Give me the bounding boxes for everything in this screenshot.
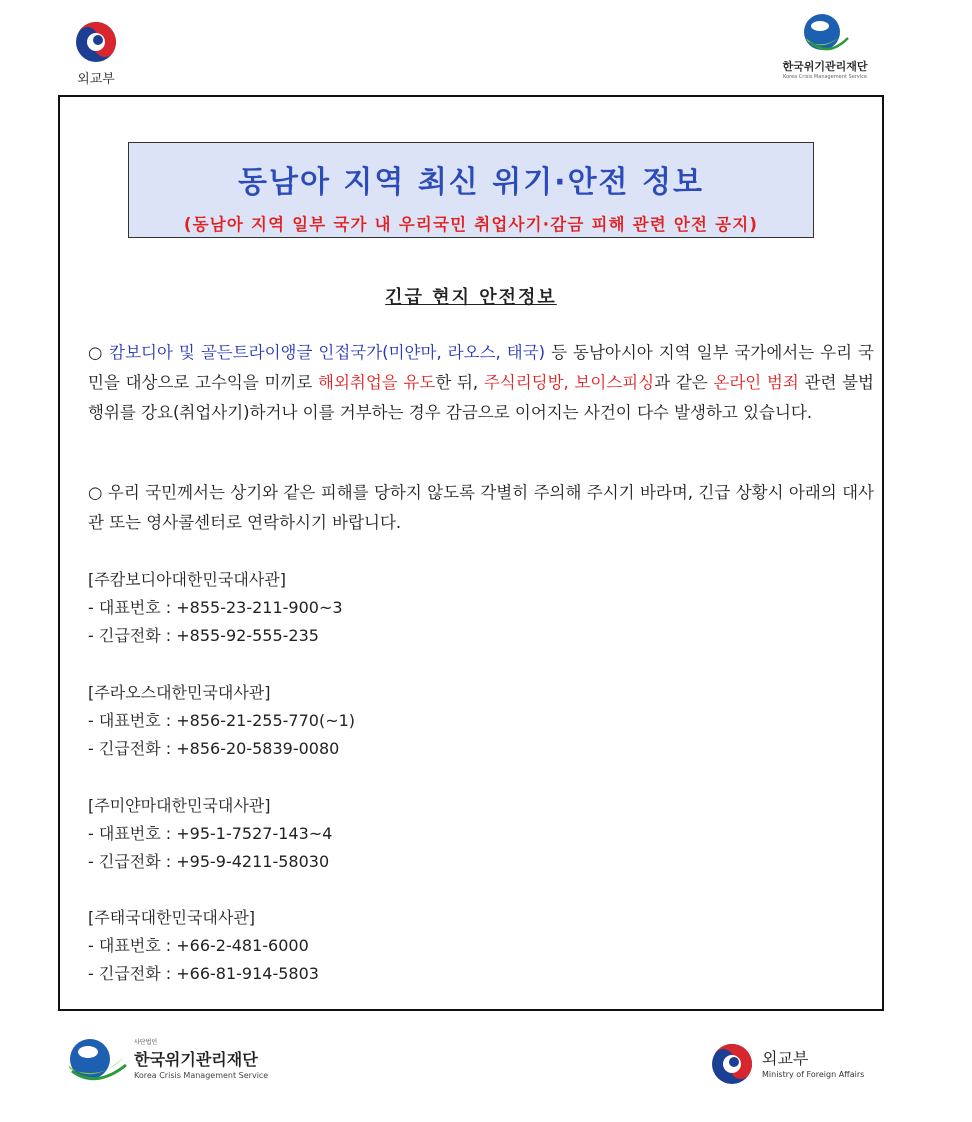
embassy-block — [88, 679, 355, 763]
paragraph-1 — [88, 338, 874, 428]
taegeuk-emblem-icon — [74, 20, 118, 64]
text-segment: 과 같은 — [654, 373, 714, 392]
kcms-emblem-icon — [800, 12, 850, 56]
highlight-scam-types: 주식리딩방, 보이스피싱 — [483, 373, 655, 392]
kcms-logo-top — [775, 12, 875, 80]
bullet: ○ — [88, 343, 110, 362]
kcms-english-name: Korea Crisis Management Service — [134, 1071, 269, 1080]
taegeuk-emblem-icon — [710, 1042, 754, 1086]
embassy-emergency-number: - 긴급전화 : +855-92-555-235 — [88, 626, 319, 645]
kcms-name: 한국위기관리재단 — [134, 1050, 258, 1069]
highlight-job-lure: 해외취업을 유도 — [318, 373, 436, 392]
embassy-emergency-number: - 긴급전화 : +66-81-914-5803 — [88, 964, 319, 983]
mofa-name: 외교부 — [762, 1049, 809, 1068]
kcms-emblem-icon — [62, 1037, 128, 1087]
embassy-main-number: - 대표번호 : +856-21-255-770(~1) — [88, 711, 356, 730]
text-segment: 한 뒤, — [435, 373, 484, 392]
embassy-name: [주라오스대한민국대사관] — [88, 683, 271, 702]
title-box — [128, 142, 814, 238]
kcms-logo-label: 한국위기관리재단 — [782, 60, 868, 73]
embassy-name: [주미얀마대한민국대사관] — [88, 796, 271, 815]
embassy-emergency-number: - 긴급전화 : +95-9-4211-58030 — [88, 852, 330, 871]
page-title: 동남아 지역 최신 위기·안전 정보 — [238, 165, 704, 200]
notice-frame — [58, 95, 884, 1011]
mofa-english-name: Ministry of Foreign Affairs — [762, 1070, 865, 1079]
embassy-main-number: - 대표번호 : +855-23-211-900~3 — [88, 598, 343, 617]
highlight-online-crime: 온라인 범죄 — [713, 373, 799, 392]
embassy-block — [88, 566, 343, 650]
embassy-main-number: - 대표번호 : +95-1-7527-143~4 — [88, 824, 333, 843]
page-subtitle: (동남아 지역 일부 국가 내 우리국민 취업사기·감금 피해 관련 안전 공지) — [183, 215, 759, 234]
mofa-logo-label: 외교부 — [77, 72, 115, 87]
embassy-name: [주태국대한민국대사관] — [88, 908, 256, 927]
paragraph-2: ○ 우리 국민께서는 상기와 같은 피해를 당하지 않도록 각별히 주의해 주시기 바라며, 긴급 상황시 아래의 대사관 또는 영사콜센터로 연락하시기 바랍니다. — [88, 483, 874, 532]
embassy-main-number: - 대표번호 : +66-2-481-6000 — [88, 936, 309, 955]
highlight-region: 캄보디아 및 골든트라이앵글 인접국가(미얀마, 라오스, 태국) — [109, 343, 546, 362]
embassy-block — [88, 904, 319, 988]
text-segment: 관련 불법행위를 강요(취업사기)하거나 이를 거부하는 경우 감금으로 이어지는 사건이 다수 발생하고 있습니다. — [88, 373, 874, 422]
embassy-block — [88, 792, 332, 876]
section-heading: 긴급 현지 안전정보 — [385, 287, 557, 308]
text-segment: 등 동남아시아 지역 일부 국가에서는 우리 국민을 대상으로 고수익을 미끼로 — [88, 343, 874, 392]
kcms-logo-sub: Korea Crisis Management Service — [783, 74, 867, 80]
mofa-logo-top — [70, 20, 122, 87]
embassy-name: [주캄보디아대한민국대사관] — [88, 570, 286, 589]
embassy-emergency-number: - 긴급전화 : +856-20-5839-0080 — [88, 739, 340, 758]
kcms-small-label: 사단법인 — [134, 1039, 158, 1046]
